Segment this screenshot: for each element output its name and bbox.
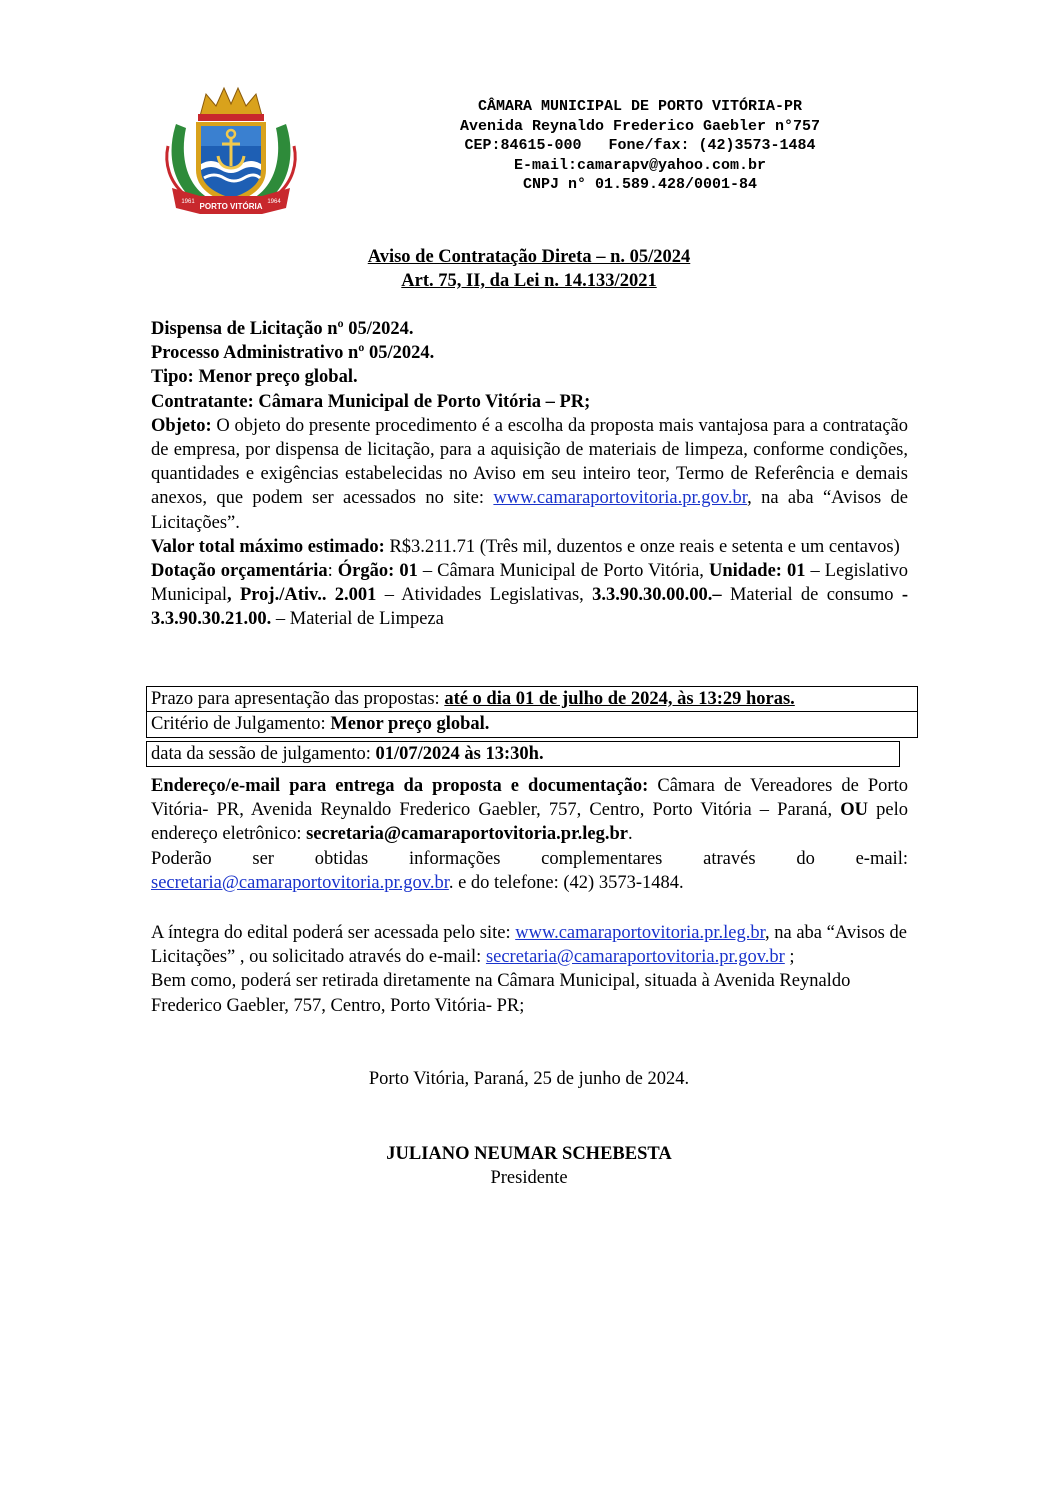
objeto-site-link[interactable]: www.camaraportovitoria.pr.gov.br bbox=[493, 488, 748, 509]
objeto-paragraph bbox=[151, 414, 908, 535]
prazo-value: até o dia 01 de julho de 2024, às 13:29 horas. bbox=[444, 689, 795, 709]
title-line-1: Aviso de Contratação Direta – n. 05/2024 bbox=[367, 247, 691, 267]
obtidas-word: e-mail: bbox=[855, 848, 908, 869]
sessao-label: data da sessão de julgamento: bbox=[151, 744, 376, 764]
contratante: Contratante: Câmara Municipal de Porto Vitória – PR; bbox=[151, 391, 591, 412]
letterhead-cnpj: CNPJ n° 01.589.428/0001-84 bbox=[522, 176, 758, 194]
letterhead-institution: CÂMARA MUNICIPAL DE PORTO VITÓRIA-PR bbox=[477, 98, 803, 115]
integra-text-2: , na aba “Avisos de Licitações” , ou solicitado através do e-mail: bbox=[151, 923, 907, 968]
dotacao-separator: : bbox=[327, 561, 338, 582]
integra-text-3: ; bbox=[784, 947, 795, 968]
obtidas-word: através bbox=[703, 848, 756, 869]
sessao-value: 01/07/2024 às 13:30h. bbox=[375, 744, 544, 764]
objeto-tail: , na aba “Avisos de Licitações”. bbox=[151, 488, 908, 533]
code-consumo: 3.3.90.30.00.00.– bbox=[592, 585, 722, 606]
integra-text-1: A íntegra do edital poderá ser acessada pelo site: bbox=[151, 923, 516, 943]
integra-email-link[interactable]: secretaria@camaraportovitoria.pr.gov.br bbox=[485, 947, 785, 968]
obtidas-word: complementares bbox=[541, 848, 663, 869]
entrega-ou: OU bbox=[840, 800, 869, 821]
entrega-dot: . bbox=[627, 824, 633, 845]
orgao-text: – Câmara Municipal de Porto Vitória, bbox=[417, 561, 709, 582]
entrega-label: Endereço/e-mail para entrega da proposta e documentação: bbox=[151, 776, 649, 796]
title-line-2: Art. 75, II, da Lei n. 14.133/2021 bbox=[401, 271, 657, 291]
obtidas-line bbox=[151, 847, 908, 871]
dotacao-paragraph bbox=[151, 559, 908, 632]
dispensa-number: Dispensa de Licitação nº 05/2024. bbox=[151, 319, 414, 339]
proj-label: , Proj./Ativ.. 2.001 bbox=[227, 585, 377, 606]
municipal-crest-logo bbox=[162, 84, 300, 220]
valor-paragraph bbox=[151, 535, 908, 559]
orgao-label: Órgão: 01 bbox=[337, 561, 418, 582]
deadline-boxes bbox=[146, 686, 918, 764]
valor-text: R$3.211.71 (Três mil, duzentos e onze reais e setenta e um centavos) bbox=[384, 536, 900, 557]
proj-text: – Atividades Legislativas, bbox=[376, 585, 593, 606]
signature-block bbox=[150, 1142, 908, 1190]
letterhead-cep-phone: CEP:84615-000 Fone/fax: (42)3573-1484 bbox=[464, 137, 816, 155]
secretaria-email-link[interactable]: secretaria@camaraportovitoria.pr.gov.br bbox=[151, 872, 449, 893]
prazo-label: Prazo para apresentação das propostas: bbox=[151, 689, 445, 709]
criterio-box bbox=[146, 712, 918, 738]
objeto-text: O objeto do presente procedimento é a escolha da proposta mais vantajosa para a contratação de empresa, por dispensa de licitação, para a aquisição de materiais de limpeza, conforme condições, quantidades e exigências estabelecidas no Aviso em seu inteiro teor, Termo de Referência e demais anexos, que podem ser acessados no site: bbox=[151, 415, 908, 509]
entrega-email: secretaria@camaraportovitoria.pr.leg.br bbox=[306, 824, 628, 845]
material-limpeza: – Material de Limpeza bbox=[271, 609, 444, 630]
letterhead-email: E-mail:camarapv@yahoo.com.br bbox=[513, 156, 767, 174]
obtidas-word: Poderão bbox=[151, 848, 212, 869]
valor-label: Valor total máximo estimado: bbox=[151, 536, 385, 557]
integra-site-link[interactable]: www.camaraportovitoria.pr.leg.br bbox=[515, 923, 765, 943]
objeto-label: Objeto: bbox=[151, 415, 212, 436]
entrega-text-1: Câmara de Vereadores de Porto Vitória- PR, Avenida Reynaldo Frederico Gaebler, 757, Centro, Porto Vitória – Paraná, bbox=[151, 776, 908, 821]
crest-right-year: 1964 bbox=[267, 199, 281, 205]
signer-role: Presidente bbox=[490, 1168, 568, 1188]
integra-section bbox=[151, 921, 908, 1018]
entrega-text-2: pelo endereço eletrônico: bbox=[151, 800, 908, 845]
telefone-text: . e do telefone: (42) 3573-1484. bbox=[448, 872, 684, 893]
entrega-section bbox=[151, 774, 908, 895]
integra-paragraph bbox=[151, 921, 908, 969]
dotacao-label: Dotação orçamentária bbox=[151, 561, 328, 582]
criterio-value: Menor preço global. bbox=[330, 714, 490, 734]
place-date: Porto Vitória, Paraná, 25 de junho de 2024. bbox=[368, 1069, 690, 1089]
material-consumo: Material de consumo bbox=[721, 585, 902, 606]
obtidas-word: informações bbox=[408, 848, 501, 869]
obtidas-word: ser bbox=[252, 848, 274, 869]
processo-number: Processo Administrativo nº 05/2024. bbox=[151, 343, 435, 364]
obtidas-word: do bbox=[796, 848, 815, 869]
contact-line bbox=[151, 871, 908, 895]
retirada-paragraph: Bem como, poderá ser retirada diretamente na Câmara Municipal, situada à Avenida Reynaldo Frederico Gaebler, 757, Centro, Porto Vitória- PR; bbox=[151, 971, 851, 1016]
prazo-box bbox=[146, 686, 918, 712]
unidade-text: – Legislativo Municipal bbox=[151, 561, 909, 606]
obtidas-word: obtidas bbox=[314, 848, 369, 869]
crest-left-year: 1961 bbox=[181, 199, 195, 205]
entrega-paragraph bbox=[151, 774, 908, 847]
unidade-label: Unidade: 01 bbox=[708, 561, 806, 582]
tipo: Tipo: Menor preço global. bbox=[151, 367, 358, 388]
letterhead-address: Avenida Reynaldo Frederico Gaebler n°757 bbox=[459, 117, 821, 135]
code-limpeza: - 3.3.90.30.21.00. bbox=[151, 585, 908, 630]
letterhead bbox=[360, 97, 920, 195]
sessao-box bbox=[146, 741, 900, 767]
notice-details bbox=[151, 317, 908, 632]
crest-banner-text: PORTO VITÓRIA bbox=[199, 202, 263, 211]
criterio-label: Critério de Julgamento: bbox=[151, 714, 331, 734]
signer-name: JULIANO NEUMAR SCHEBESTA bbox=[386, 1144, 672, 1164]
document-title bbox=[150, 245, 908, 293]
